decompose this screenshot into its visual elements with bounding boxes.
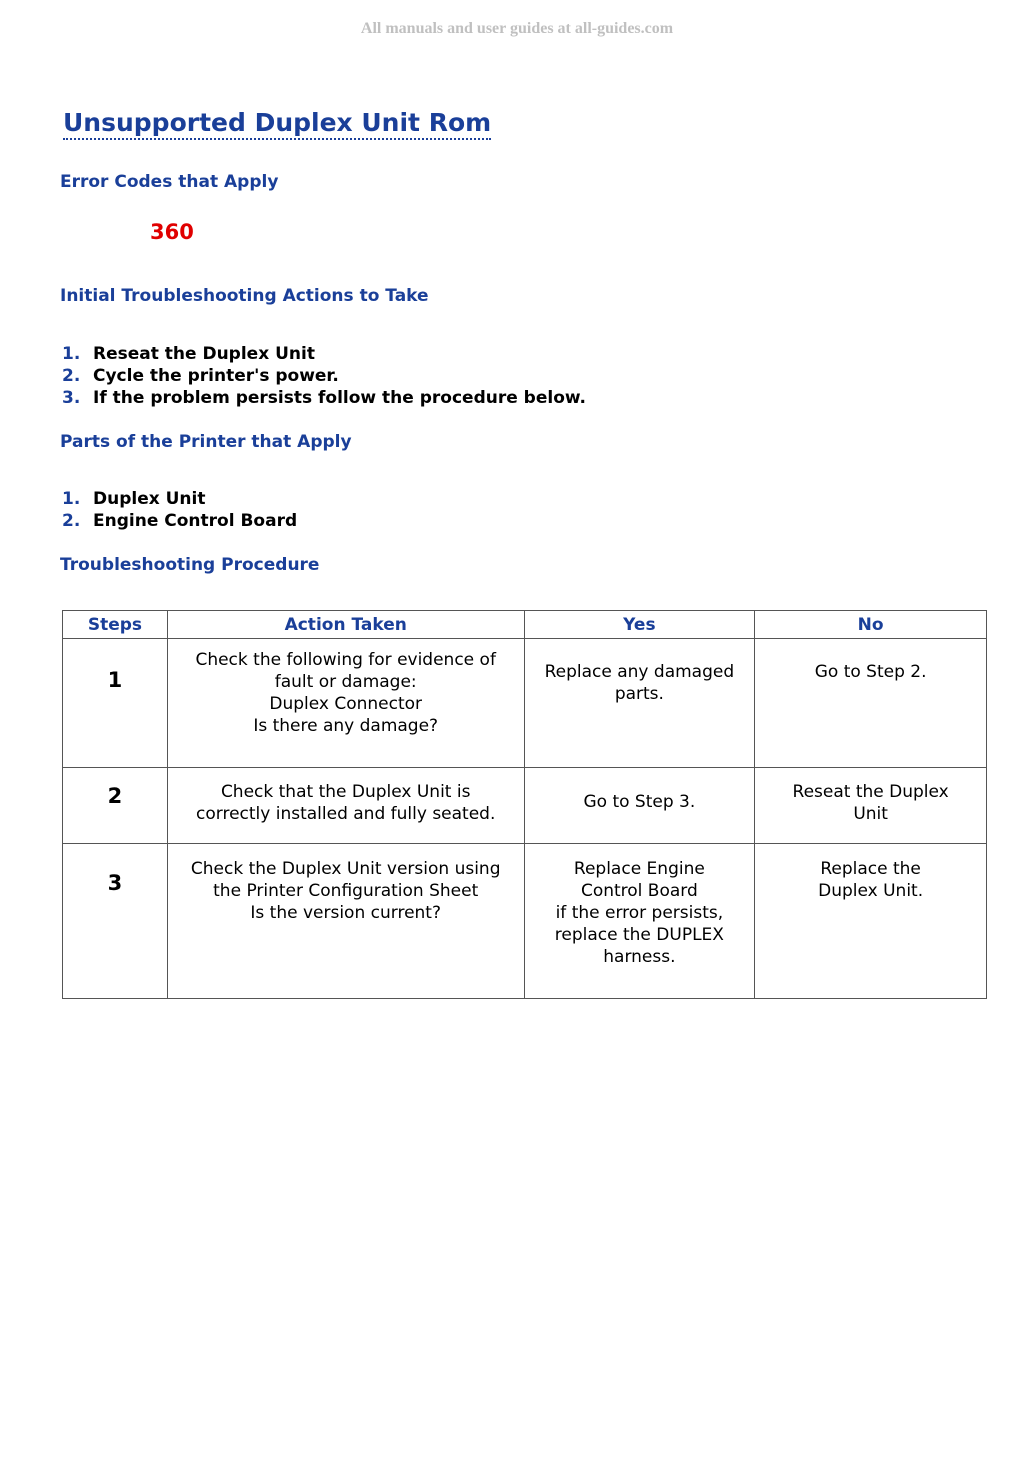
procedure-table [62, 610, 987, 999]
no-cell [755, 768, 987, 844]
initial-actions-list [62, 343, 586, 409]
no-cell [755, 844, 987, 999]
yes-cell [524, 844, 755, 999]
list-number: 2. [62, 366, 81, 386]
cell-line: replace the DUPLEX [554, 925, 724, 945]
list-item [62, 510, 297, 532]
list-text: Duplex Unit [93, 489, 206, 509]
list-item [62, 387, 586, 409]
list-item [62, 365, 586, 387]
column-header-action: Action Taken [167, 611, 524, 639]
cell-line: Go to Step 2. [814, 662, 927, 682]
cell-line: Check that the Duplex Unit is [220, 782, 471, 802]
cell-line: correctly installed and fully seated. [196, 804, 496, 824]
list-number: 1. [62, 344, 81, 364]
no-cell [755, 639, 987, 768]
action-cell [167, 639, 524, 768]
cell-line: Duplex Unit. [818, 881, 924, 901]
step-number: 2 [63, 768, 168, 844]
table-row [63, 768, 987, 844]
procedure-heading: Troubleshooting Procedure [60, 555, 320, 575]
cell-line: Check the Duplex Unit version using [190, 859, 501, 879]
page-title: Unsupported Duplex Unit Rom [63, 108, 491, 140]
cell-line: fault or damage: [274, 672, 417, 692]
list-number: 3. [62, 388, 81, 408]
parts-list [62, 488, 297, 532]
list-item [62, 343, 586, 365]
cell-line: Replace the [820, 859, 921, 879]
cell-line: Control Board [580, 881, 698, 901]
list-number: 2. [62, 511, 81, 531]
list-number: 1. [62, 489, 81, 509]
step-number: 3 [63, 844, 168, 999]
cell-line: Replace Engine [573, 859, 705, 879]
table-row [63, 639, 987, 768]
initial-actions-heading: Initial Troubleshooting Actions to Take [60, 286, 429, 306]
list-text: If the problem persists follow the procedure below. [93, 388, 586, 408]
list-text: Cycle the printer's power. [93, 366, 339, 386]
watermark: All manuals and user guides at all-guides.com [360, 20, 674, 37]
cell-line: Is there any damage? [253, 716, 439, 736]
cell-line: harness. [603, 947, 676, 967]
cell-line: Check the following for evidence of [195, 650, 496, 670]
column-header-steps: Steps [63, 611, 168, 639]
cell-line: Go to Step 3. [583, 791, 696, 812]
table-header-row [63, 611, 987, 639]
cell-line: Replace any damaged [544, 662, 735, 682]
step-number: 1 [63, 639, 168, 768]
column-header-yes: Yes [524, 611, 755, 639]
action-cell [167, 768, 524, 844]
cell-line: the Printer Configuration Sheet [213, 881, 479, 901]
yes-cell [524, 768, 755, 844]
list-item [62, 488, 297, 510]
cell-line: Unit [853, 804, 888, 824]
action-cell [167, 844, 524, 999]
error-codes-heading: Error Codes that Apply [60, 172, 279, 192]
cell-line: parts. [614, 684, 664, 704]
error-code: 360 [150, 220, 194, 244]
cell-line: Reseat the Duplex [792, 782, 949, 802]
parts-heading: Parts of the Printer that Apply [60, 432, 352, 452]
cell-line: Duplex Connector [269, 694, 423, 714]
list-text: Reseat the Duplex Unit [93, 344, 315, 364]
column-header-no: No [755, 611, 987, 639]
yes-cell [524, 639, 755, 768]
table-row [63, 844, 987, 999]
cell-line: if the error persists, [555, 903, 724, 923]
list-text: Engine Control Board [93, 511, 298, 531]
cell-line: Is the version current? [250, 903, 441, 923]
